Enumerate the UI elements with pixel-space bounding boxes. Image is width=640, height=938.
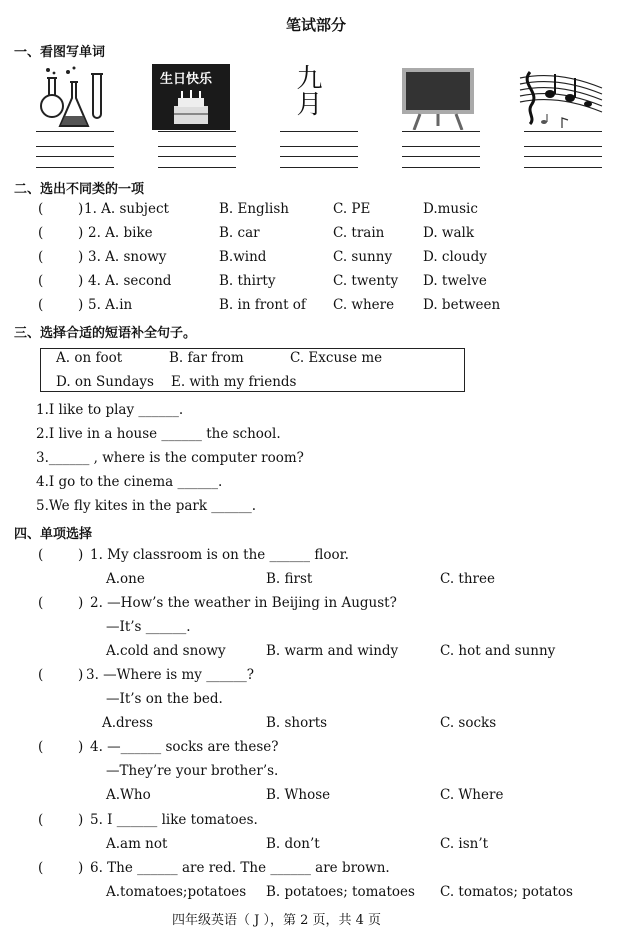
option-d: D. twelve (423, 273, 487, 289)
choice-c: C. Where (440, 787, 504, 803)
answer-paren-close[interactable]: ) (78, 249, 84, 265)
fill-sentence: 1.I like to play ______. (36, 402, 184, 418)
page-title: 笔试部分 (286, 16, 347, 34)
option-d: D. cloudy (423, 249, 487, 265)
option-d: D. walk (423, 225, 475, 241)
answer-paren-open: ( (38, 739, 44, 755)
phrase-option-c: C. Excuse me (290, 350, 383, 366)
phrase-option-d: D. on Sundays (56, 374, 154, 390)
choice-a: A.tomatoes;potatoes (106, 884, 247, 900)
answer-paren-open: ( (38, 225, 44, 241)
question-reply: —It’s ______. (106, 619, 191, 635)
page-footer: 四年级英语（ J ），第 2 页，共 4 页 (172, 913, 382, 928)
answer-paren-open: ( (38, 860, 44, 876)
choice-a: A.dress (102, 715, 153, 731)
fill-sentence: 4.I go to the cinema ______. (36, 474, 223, 490)
fill-sentence: 5.We fly kites in the park ______. (36, 498, 257, 514)
fill-sentence: 2.I live in a house ______ the school. (36, 426, 281, 442)
option-a: 3. A. snowy (88, 249, 167, 265)
choice-c: C. three (440, 571, 495, 587)
choice-b: B. don’t (266, 836, 320, 852)
option-c: C. twenty (333, 273, 399, 289)
option-b: B. in front of (219, 297, 306, 313)
choice-c: C. isn’t (440, 836, 489, 852)
choice-c: C. socks (440, 715, 497, 731)
music-notes-icon (518, 64, 604, 132)
phrase-option-b: B. far from (169, 350, 244, 366)
question-text: 6. The ______ are red. The ______ are brown. (90, 860, 390, 876)
answer-paren-close[interactable]: ) (78, 860, 84, 876)
option-c: C. sunny (333, 249, 393, 265)
phrase-option-e: E. with my friends (171, 374, 297, 390)
answer-paren-open: ( (38, 297, 44, 313)
birthday-cake-icon (152, 64, 230, 130)
option-a: 2. A. bike (88, 225, 153, 241)
answer-paren-close[interactable]: ) (78, 667, 84, 683)
answer-paren-close[interactable]: ) (78, 547, 84, 563)
choice-c: C. tomatos; potatos (440, 884, 573, 900)
lab-flasks-icon (38, 64, 110, 130)
answer-paren-open: ( (38, 547, 44, 563)
answer-paren-close[interactable]: ) (78, 595, 84, 611)
answer-paren-close[interactable]: ) (78, 201, 84, 217)
answer-paren-open: ( (38, 273, 44, 289)
option-b: B. English (219, 201, 289, 217)
option-c: C. train (333, 225, 385, 241)
answer-paren-close[interactable]: ) (78, 739, 84, 755)
answer-paren-open: ( (38, 201, 44, 217)
chinese-character-icon (282, 64, 332, 132)
option-b: B.wind (219, 249, 267, 265)
answer-paren-open: ( (38, 812, 44, 828)
option-d: D.music (423, 201, 478, 217)
option-b: B. thirty (219, 273, 276, 289)
answer-paren-close[interactable]: ) (78, 225, 84, 241)
question-text: 3. —Where is my ______? (86, 667, 254, 683)
answer-paren-open: ( (38, 667, 44, 683)
choice-a: A.one (106, 571, 145, 587)
section-2-heading: 二、选出不同类的一项 (14, 182, 145, 197)
answer-paren-close[interactable]: ) (78, 273, 84, 289)
answer-paren-open: ( (38, 595, 44, 611)
choice-b: B. potatoes; tomatoes (266, 884, 415, 900)
answer-paren-close[interactable]: ) (78, 297, 84, 313)
choice-a: A.am not (106, 836, 168, 852)
section-3-heading: 三、选择合适的短语补全句子。 (14, 326, 197, 341)
section-1-heading: 一、看图写单词 (14, 45, 106, 60)
choice-b: B. Whose (266, 787, 331, 803)
question-text: 5. I ______ like tomatoes. (90, 812, 258, 828)
option-a: 1. A. subject (84, 201, 169, 217)
section-4-heading: 四、单项选择 (14, 527, 93, 542)
answer-paren-close[interactable]: ) (78, 812, 84, 828)
choice-b: B. warm and windy (266, 643, 399, 659)
option-c: C. PE (333, 201, 371, 217)
answer-paren-open: ( (38, 249, 44, 265)
question-text: 2. —How’s the weather in Beijing in August? (90, 595, 397, 611)
choice-b: B. shorts (266, 715, 328, 731)
choice-a: A.Who (106, 787, 151, 803)
option-b: B. car (219, 225, 260, 241)
choice-b: B. first (266, 571, 313, 587)
option-a: 4. A. second (88, 273, 172, 289)
choice-a: A.cold and snowy (106, 643, 226, 659)
choice-c: C. hot and sunny (440, 643, 556, 659)
september-caption: 九月 (292, 64, 322, 116)
phrase-option-a: A. on foot (56, 350, 123, 366)
question-text: 1. My classroom is on the ______ floor. (90, 547, 349, 563)
option-c: C. where (333, 297, 395, 313)
question-reply: —It’s on the bed. (106, 691, 223, 707)
blackboard-icon (400, 66, 476, 130)
birthday-caption: 生日快乐 (160, 72, 213, 87)
fill-sentence: 3.______ , where is the computer room? (36, 450, 304, 466)
option-d: D. between (423, 297, 501, 313)
option-a: 5. A.in (88, 297, 133, 313)
question-reply: —They’re your brother’s. (106, 763, 279, 779)
question-text: 4. —______ socks are these? (90, 739, 279, 755)
